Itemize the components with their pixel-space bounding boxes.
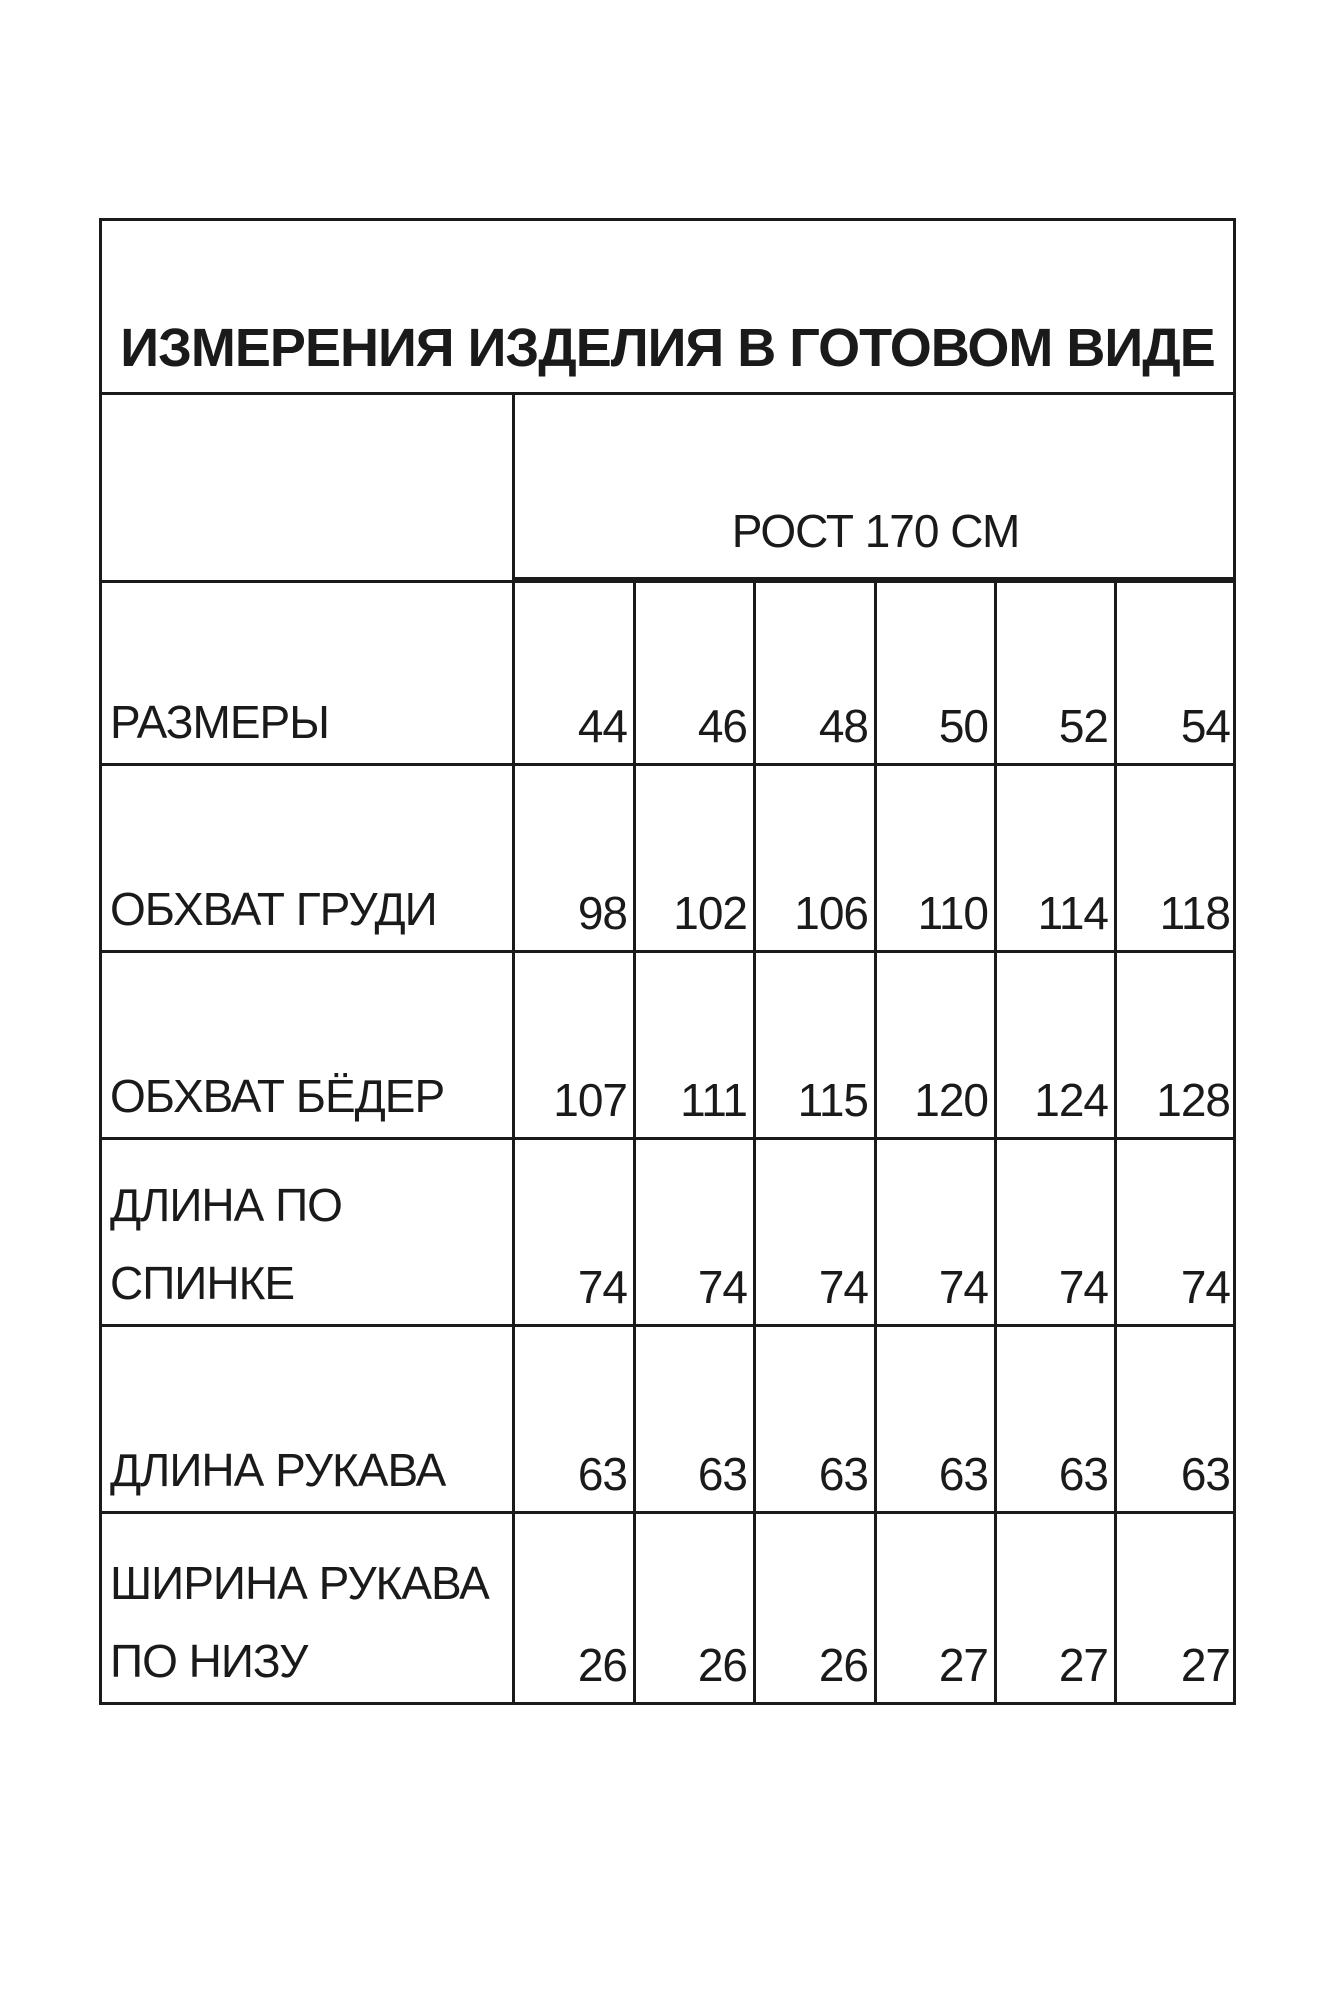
table-cell: 115 bbox=[756, 953, 877, 1137]
table-cell: 63 bbox=[515, 1327, 636, 1511]
table-cell: 46 bbox=[636, 583, 756, 763]
table-cell: 74 bbox=[997, 1140, 1117, 1324]
table-cell: 26 bbox=[756, 1514, 877, 1702]
table-cell: 63 bbox=[1180, 1448, 1230, 1500]
row-label-line: СПИНКЕ bbox=[110, 1257, 295, 1309]
row-label bbox=[102, 766, 515, 950]
table-cell: 111 bbox=[636, 953, 756, 1137]
table-cell: 27 bbox=[997, 1514, 1117, 1702]
table-cell: 26 bbox=[636, 1514, 756, 1702]
table-row-chest bbox=[102, 766, 1236, 953]
row-label bbox=[102, 583, 515, 763]
table-title: ИЗМЕРЕНИЯ ИЗДЕЛИЯ В ГОТОВОМ ВИДЕ bbox=[102, 221, 1233, 395]
row-label bbox=[102, 1140, 515, 1324]
table-cell: 26 bbox=[515, 1514, 636, 1702]
label-column-header bbox=[102, 395, 515, 580]
size-table bbox=[99, 218, 1236, 1705]
table-row-sleeve-width bbox=[102, 1514, 1236, 1702]
table-cell: 118 bbox=[1159, 887, 1230, 939]
table-cell: 63 bbox=[877, 1327, 997, 1511]
table-cell: 74 bbox=[515, 1140, 636, 1324]
table-cell: 74 bbox=[636, 1140, 756, 1324]
row-label-line: РАЗМЕРЫ bbox=[110, 696, 329, 748]
table-cell: 50 bbox=[877, 583, 997, 763]
row-label-line: ОБХВАТ ГРУДИ bbox=[110, 883, 437, 935]
table-cell: 128 bbox=[1156, 1074, 1230, 1126]
table-cell: 74 bbox=[756, 1140, 877, 1324]
table-cell: 63 bbox=[636, 1327, 756, 1511]
table-row-hips bbox=[102, 953, 1236, 1140]
table-cell: 107 bbox=[515, 953, 636, 1137]
table-cell: 48 bbox=[756, 583, 877, 763]
row-label bbox=[102, 1514, 515, 1702]
table-cell: 74 bbox=[1180, 1261, 1230, 1313]
row-label bbox=[102, 953, 515, 1137]
table-row-sleeve-length bbox=[102, 1327, 1236, 1514]
table-row-back-length bbox=[102, 1140, 1236, 1327]
table-cell: 110 bbox=[877, 766, 997, 950]
table-cell: 27 bbox=[1180, 1639, 1230, 1691]
table-cell: 54 bbox=[1180, 700, 1230, 752]
table-cell: 102 bbox=[636, 766, 756, 950]
row-label bbox=[102, 1327, 515, 1511]
row-label-line: ШИРИНА РУКАВА bbox=[110, 1557, 489, 1609]
row-label-line: ДЛИНА ПО bbox=[110, 1179, 342, 1231]
table-cell: 44 bbox=[515, 583, 636, 763]
table-cell: 124 bbox=[997, 953, 1117, 1137]
table-cell: 98 bbox=[515, 766, 636, 950]
table-row-sizes bbox=[102, 580, 1236, 766]
row-label-line: ОБХВАТ БЁДЕР bbox=[110, 1070, 445, 1122]
table-cell: 63 bbox=[756, 1327, 877, 1511]
row-label-line: ПО НИЗУ bbox=[110, 1635, 308, 1687]
table-cell: 120 bbox=[877, 953, 997, 1137]
height-header: РОСТ 170 СМ bbox=[515, 395, 1236, 580]
table-cell: 63 bbox=[997, 1327, 1117, 1511]
table-cell: 106 bbox=[756, 766, 877, 950]
table-cell: 52 bbox=[997, 583, 1117, 763]
table-cell: 74 bbox=[877, 1140, 997, 1324]
table-cell: 114 bbox=[997, 766, 1117, 950]
table-cell: 27 bbox=[877, 1514, 997, 1702]
row-label-line: ДЛИНА РУКАВА bbox=[110, 1444, 446, 1496]
